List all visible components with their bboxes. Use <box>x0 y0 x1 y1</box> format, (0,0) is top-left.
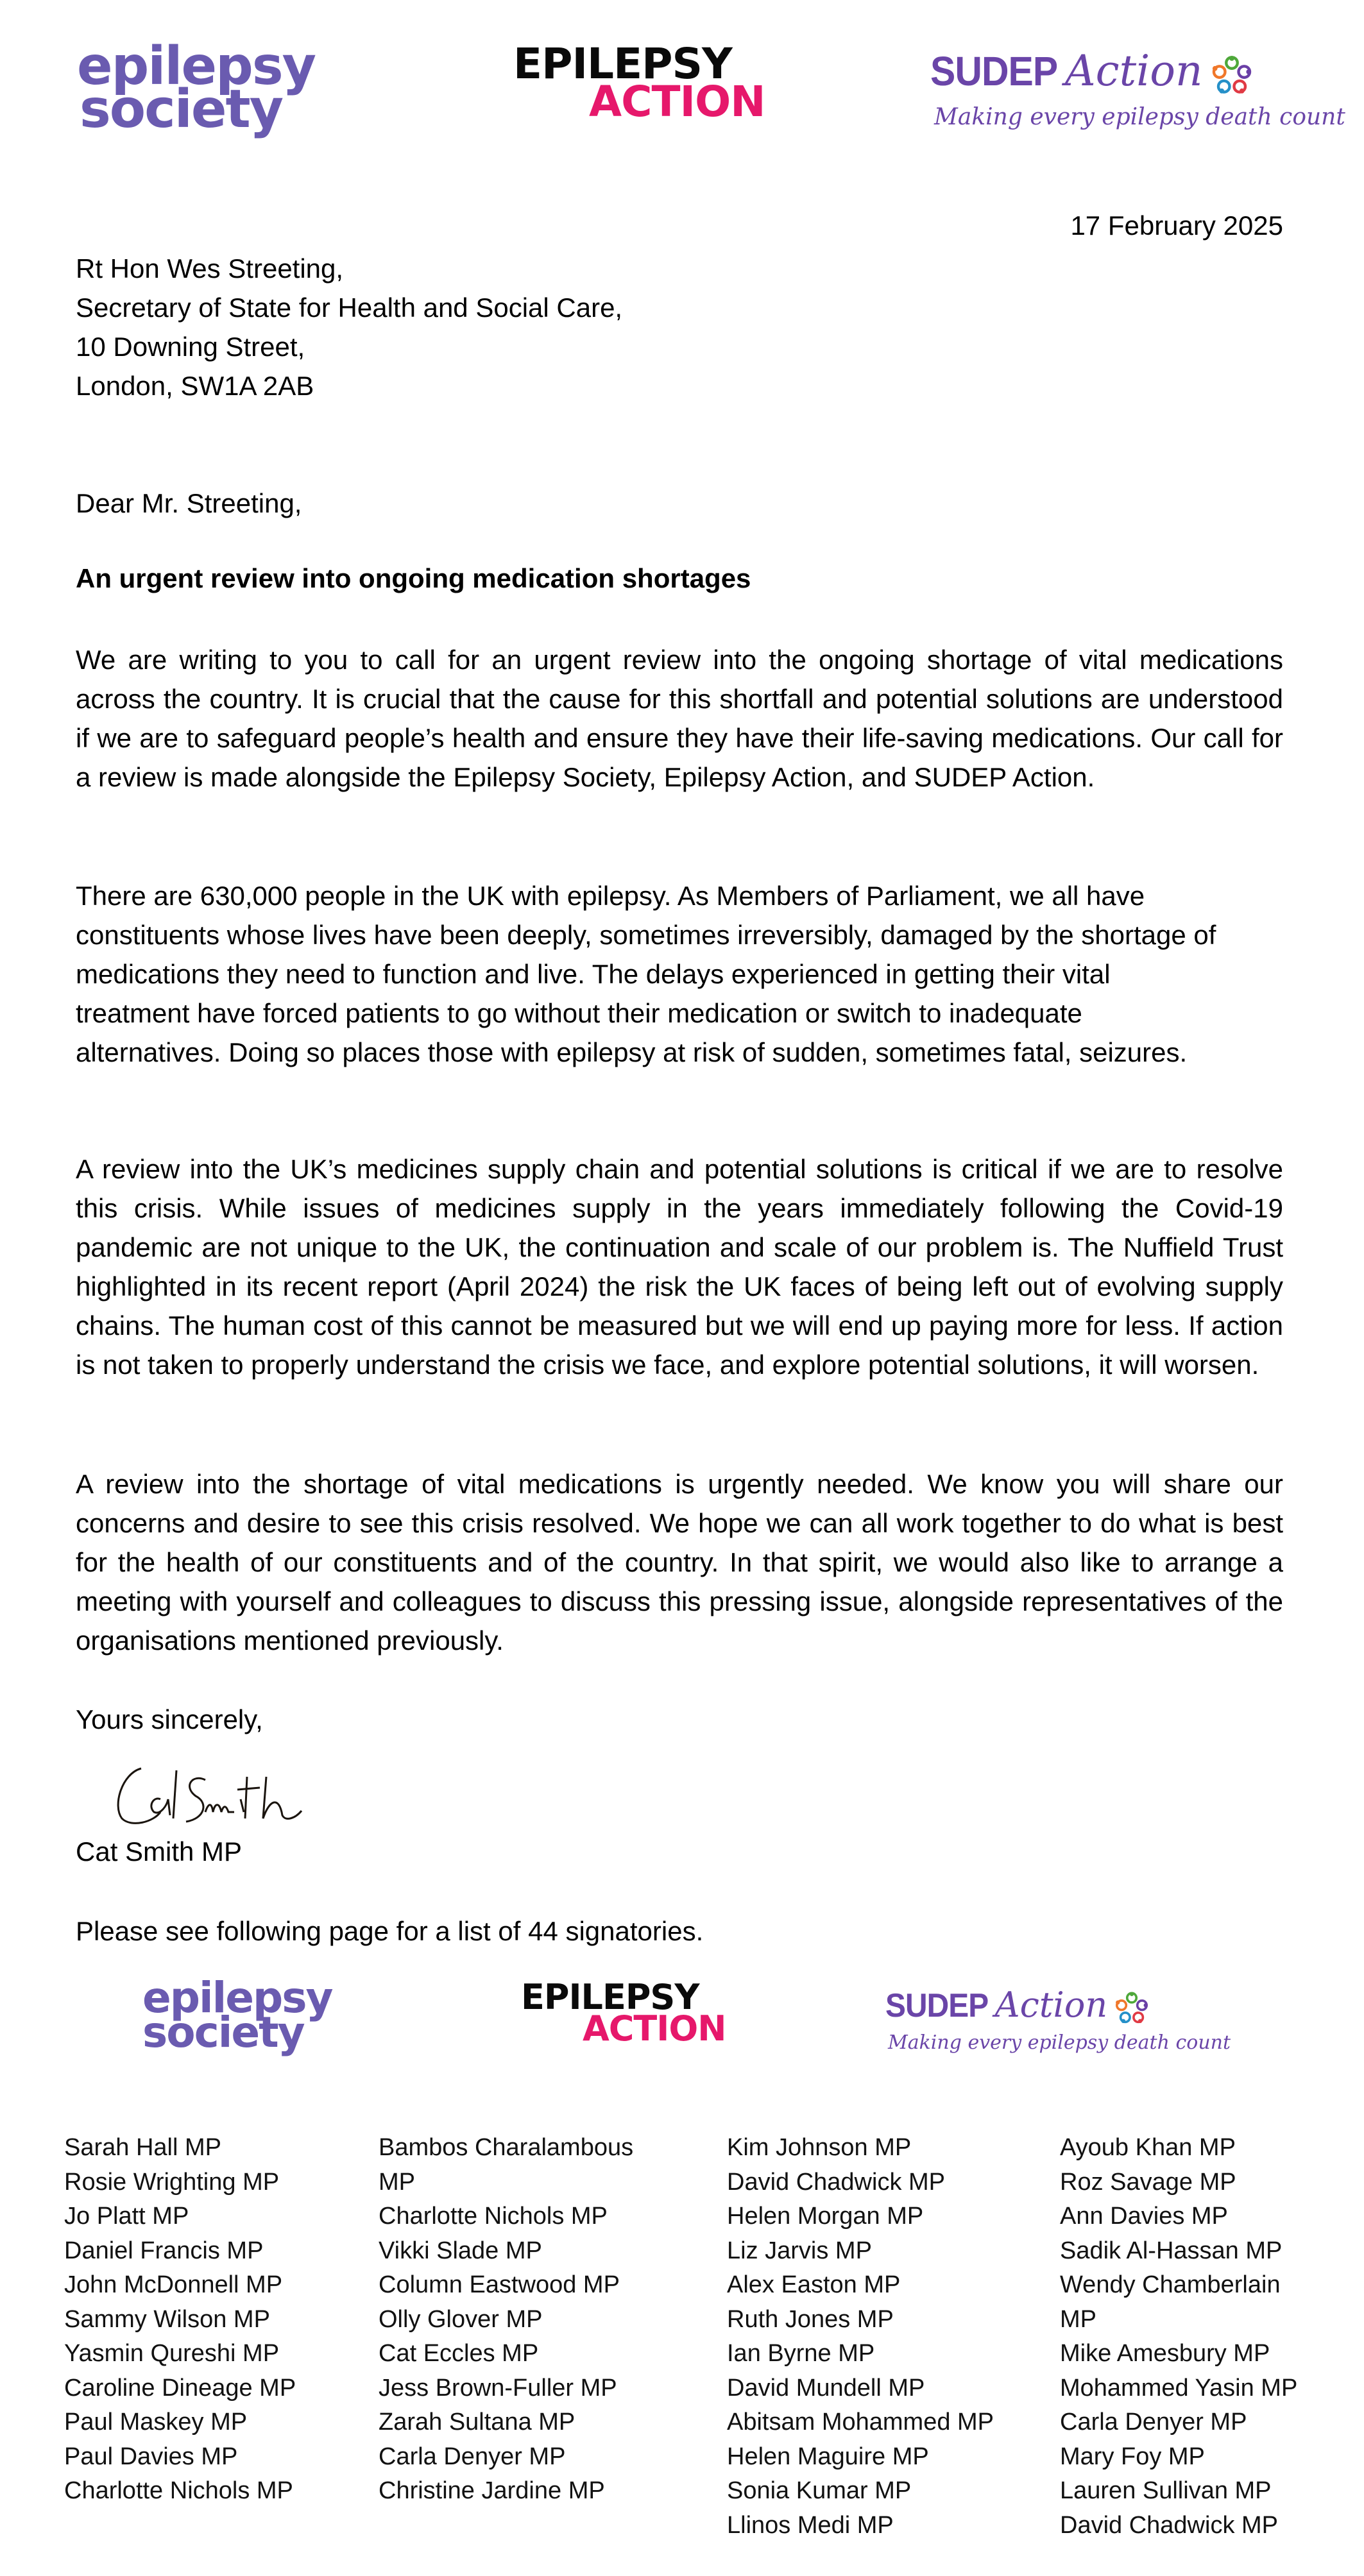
signatory-name: Wendy Chamberlain <box>1060 2271 1281 2298</box>
epilepsy-society-line1: epilepsy <box>142 1973 332 2022</box>
epilepsy-action-line1: EPILEPSY <box>513 39 732 89</box>
epilepsy-society-logo <box>142 1973 332 2058</box>
handwritten-signature <box>109 1761 359 1831</box>
signatory-name: Vikki Slade MP <box>379 2237 542 2264</box>
signatory-name: Llinos Medi MP <box>727 2511 894 2539</box>
recipient-line: Rt Hon Wes Streeting, <box>76 253 344 284</box>
signatory-column-1 <box>64 2131 296 2509</box>
signatory-name: Olly Glover MP <box>379 2305 543 2333</box>
signatory-name: Charlotte Nichols MP <box>379 2203 608 2230</box>
signatory-name: Lauren Sullivan MP <box>1060 2477 1272 2504</box>
signatory-name: Mike Amesbury MP <box>1060 2340 1270 2367</box>
signatory-name: MP <box>379 2168 415 2196</box>
signatory-name: David Chadwick MP <box>727 2168 945 2196</box>
signatory-name: Zarah Sultana MP <box>379 2409 575 2436</box>
signatory-page-logos <box>0 1963 1364 2104</box>
signatory-name: Christine Jardine MP <box>379 2477 605 2504</box>
epilepsy-society-line2: society <box>80 79 283 140</box>
recipient-line: Secretary of State for Health and Social Care, <box>76 292 623 323</box>
signatory-name: Mohammed Yasin MP <box>1060 2374 1298 2402</box>
recipient-line: 10 Downing Street, <box>76 332 305 362</box>
signatory-name: Alex Easton MP <box>727 2271 901 2298</box>
signatory-column-2 <box>379 2131 633 2509</box>
body-paragraph: We are writing to you to call for an urgent review into the ongoing shortage of vital medications across the country. It is crucial that the cause for this shortfall and potential solutions are understood if we are to safeguard people’s health and ensure they have their life-saving medications. Our call for a review is made alongside the Epilepsy Society, Epilepsy Action, and SUDEP Action. <box>76 645 1283 792</box>
signatory-name: Roz Savage MP <box>1060 2168 1236 2196</box>
salutation: Dear Mr. Streeting, <box>76 488 302 518</box>
signatory-name: Carla Denyer MP <box>1060 2409 1247 2436</box>
epilepsy-society-line1: epilepsy <box>77 36 316 97</box>
signatory-name: Jess Brown-Fuller MP <box>379 2374 617 2402</box>
epilepsy-action-line2: ACTION <box>583 2008 726 2049</box>
signatory-name: Bambos Charalambous <box>379 2134 634 2161</box>
signatory-column-3 <box>727 2131 994 2543</box>
signatory-name: Ian Byrne MP <box>727 2340 875 2367</box>
header-logos <box>0 0 1364 180</box>
signatory-name: Ruth Jones MP <box>727 2305 894 2333</box>
epilepsy-action-line1: EPILEPSY <box>521 1977 699 2017</box>
epilepsy-society-logo <box>77 36 316 140</box>
sudep-tagline: Making every epilepsy death count <box>888 2031 1231 2054</box>
signatory-name: Rosie Wrighting MP <box>64 2168 280 2196</box>
signatory-name: Helen Maguire MP <box>727 2443 929 2470</box>
sudep-action-logo <box>930 46 1345 130</box>
epilepsy-action-logo <box>513 39 765 127</box>
body-paragraph: A review into the shortage of vital medications is urgently needed. We know you will share our concerns and desire to see this crisis resolved. We hope we can all work together to do what is best for the health of our constituents and of the country. In that spirit, we would also like to arrange a meeting with yourself and colleagues to discuss this pressing issue, alongside representatives of the organisations mentioned previously. <box>76 1469 1283 1656</box>
signatory-name: Yasmin Qureshi MP <box>64 2340 280 2367</box>
signatory-name: David Mundell MP <box>727 2374 925 2402</box>
signatory-column-4 <box>1060 2131 1297 2543</box>
signatory-name: Paul Maskey MP <box>64 2409 248 2436</box>
signatory-name: Abitsam Mohammed MP <box>727 2409 994 2436</box>
signatory-name: Column Eastwood MP <box>379 2271 620 2298</box>
sudep-word: SUDEP <box>885 1987 989 2024</box>
signatory-name: Ayoub Khan MP <box>1060 2134 1236 2161</box>
signatory-name: Sonia Kumar MP <box>727 2477 912 2504</box>
closing: Yours sincerely, <box>76 1704 263 1734</box>
signatory-name: John McDonnell MP <box>64 2271 283 2298</box>
signatory-name: Sammy Wilson MP <box>64 2305 270 2333</box>
signatories-note: Please see following page for a list of 44 signatories. <box>76 1916 704 1946</box>
epilepsy-society-line2: society <box>142 2008 304 2058</box>
signatory-name: Charlotte Nichols MP <box>64 2477 293 2504</box>
signatory-name: Sarah Hall MP <box>64 2134 221 2161</box>
body-paragraph: There are 630,000 people in the UK with epilepsy. As Members of Parliament, we all have constituents whose lives have been deeply, sometimes irreversibly, damaged by the shortage of medications they need to function and live. The delays experienced in getting their vital treatment have forced patients to go without their medication or switch to inadequate alternatives. Doing so places those with epilepsy at risk of sudden, sometimes fatal, seizures. <box>76 881 1216 1067</box>
sudep-word: SUDEP <box>930 48 1058 94</box>
epilepsy-action-logo <box>521 1977 726 2049</box>
signatory-name: Mary Foy MP <box>1060 2443 1205 2470</box>
signatory-name: Ann Davies MP <box>1060 2203 1228 2230</box>
letter-subject: An urgent review into ongoing medication shortages <box>76 563 751 593</box>
letter-date: 17 February 2025 <box>1070 210 1283 241</box>
recipient-line: London, SW1A 2AB <box>76 371 314 401</box>
signatory-name: MP <box>1060 2305 1096 2333</box>
signatory-name: Liz Jarvis MP <box>727 2237 872 2264</box>
sudep-action-logo <box>885 1985 1231 2054</box>
signatory-name: Carla Denyer MP <box>379 2443 566 2470</box>
body-paragraph: A review into the UK’s medicines supply chain and potential solutions is critical if we are to resolve this crisis. While issues of medicines supply in the years immediately following the Covid-19 pandemic are not unique to the UK, the continuation and scale of our problem is. The Nuffield Trust highlighted in its recent report (April 2024) the risk the UK faces of being left out of evolving supply chains. The human cost of this cannot be measured but we will end up paying more for less. If action is not taken to properly understand the crisis we face, and explore potential solutions, it will worsen. <box>76 1154 1283 1380</box>
signatory-name: David Chadwick MP <box>1060 2511 1278 2539</box>
signatory-name: Daniel Francis MP <box>64 2237 264 2264</box>
sudep-tagline: Making every epilepsy death count <box>934 103 1345 130</box>
signatory-name: Sadik Al-Hassan MP <box>1060 2237 1283 2264</box>
flower-people-icon <box>1209 54 1254 99</box>
epilepsy-action-line2: ACTION <box>589 77 765 127</box>
signatory-name: Cat Eccles MP <box>379 2340 539 2367</box>
signatory-name: Kim Johnson MP <box>727 2134 912 2161</box>
signatory-name: Helen Morgan MP <box>727 2203 924 2230</box>
action-word: Action <box>1064 46 1203 96</box>
action-word: Action <box>994 1985 1108 2025</box>
flower-people-icon <box>1113 1990 1150 2028</box>
recipient-address <box>76 249 622 405</box>
signatory-name: Jo Platt MP <box>64 2203 189 2230</box>
signatory-name: Caroline Dineage MP <box>64 2374 296 2402</box>
signatory-name: Paul Davies MP <box>64 2443 238 2470</box>
signer-name: Cat Smith MP <box>76 1836 243 1867</box>
